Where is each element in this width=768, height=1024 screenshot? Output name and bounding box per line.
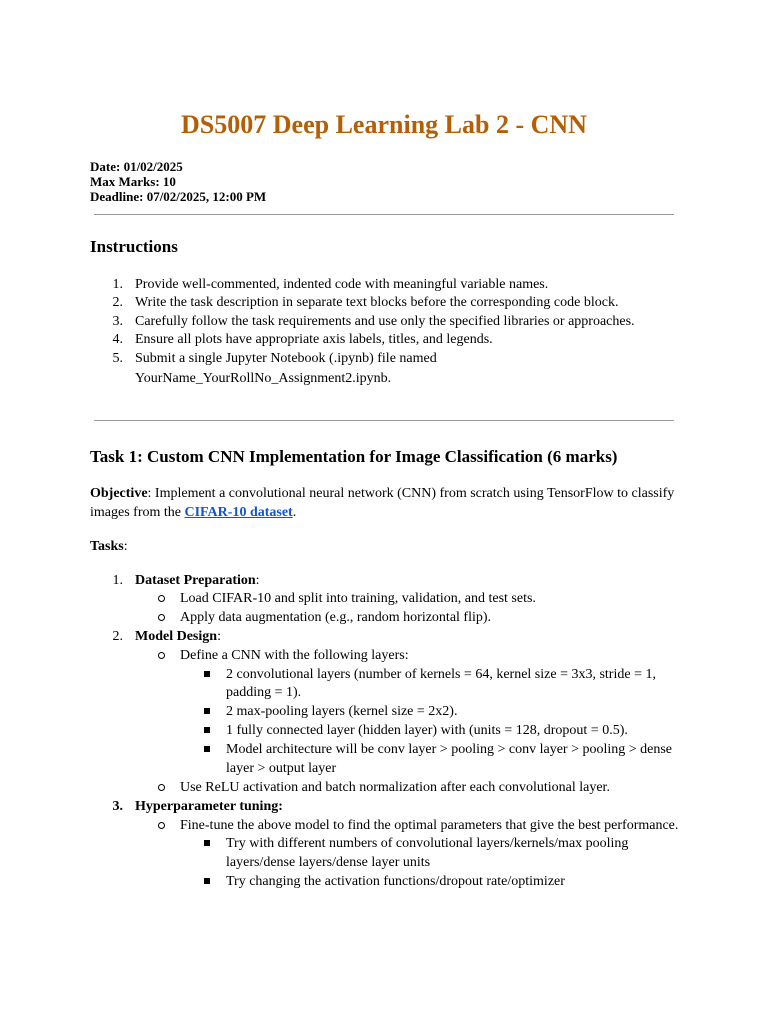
- list-number: 1.: [112, 277, 123, 292]
- model-label: Model Design: [135, 629, 218, 644]
- list-item: Try changing the activation functions/dropout rate/optimizer: [226, 874, 565, 889]
- list-item: Fine-tune the above model to find the optimal parameters that give the best performance.: [180, 818, 679, 833]
- objective-label: Objective: [90, 486, 148, 501]
- circle-bullet-icon: [158, 652, 165, 659]
- cifar10-link[interactable]: CIFAR-10 dataset: [184, 505, 293, 520]
- list-item: Ensure all plots have appropriate axis labels, titles, and legends.: [135, 332, 493, 347]
- hyper-heading: Hyperparameter tuning:: [135, 799, 283, 814]
- list-number: 4.: [112, 332, 123, 347]
- square-bullet-icon: [204, 708, 210, 714]
- list-item-continuation: layers/dense layers/dense layer units: [226, 855, 431, 870]
- list-item: Define a CNN with the following layers:: [180, 648, 409, 663]
- task1-heading: Task 1: Custom CNN Implementation for Image Classification (6 marks): [90, 447, 618, 466]
- circle-bullet-icon: [158, 784, 165, 791]
- list-item: Use ReLU activation and batch normalization after each convolutional layer.: [180, 780, 610, 795]
- horizontal-rule: [94, 420, 674, 421]
- instructions-heading: Instructions: [90, 237, 178, 256]
- tasks-colon: :: [123, 539, 128, 554]
- meta-deadline: Deadline: 07/02/2025, 12:00 PM: [90, 189, 267, 204]
- square-bullet-icon: [204, 671, 210, 677]
- list-item: Carefully follow the task requirements and use only the specified libraries or approaches.: [135, 314, 635, 329]
- meta-date: Date: 01/02/2025: [90, 159, 183, 174]
- list-item: 2 convolutional layers (number of kernels = 64, kernel size = 3x3, stride = 1,: [226, 667, 656, 682]
- list-number: 2.: [112, 629, 123, 644]
- tasks-label-line: [90, 537, 680, 556]
- list-item: Try with different numbers of convolutional layers/kernels/max pooling: [226, 836, 629, 851]
- list-item-continuation: layer > output layer: [226, 761, 337, 776]
- square-bullet-icon: [204, 727, 210, 733]
- model-heading: [135, 627, 221, 646]
- list-item: 1 fully connected layer (hidden layer) with (units = 128, dropout = 0.5).: [226, 723, 628, 738]
- meta-max-marks: Max Marks: 10: [90, 174, 176, 189]
- list-item: 2 max-pooling layers (kernel size = 2x2).: [226, 704, 458, 719]
- list-item-continuation: padding = 1).: [226, 685, 302, 700]
- tasks-label: Tasks: [90, 539, 124, 554]
- list-number: 2.: [112, 295, 123, 310]
- list-number: 3.: [112, 314, 123, 329]
- dataset-label: Dataset Preparation: [135, 573, 256, 588]
- circle-bullet-icon: [158, 614, 165, 621]
- document-title: DS5007 Deep Learning Lab 2 - CNN: [181, 110, 587, 139]
- list-item: Write the task description in separate text blocks before the corresponding code block.: [135, 295, 619, 310]
- square-bullet-icon: [204, 840, 210, 846]
- list-item: Model architecture will be conv layer > pooling > conv layer > pooling > dense: [226, 742, 673, 757]
- list-number: 5.: [112, 351, 123, 366]
- list-item: Load CIFAR-10 and split into training, validation, and test sets.: [180, 591, 536, 606]
- objective-end: .: [292, 505, 297, 520]
- circle-bullet-icon: [158, 822, 165, 829]
- objective-text: : Implement a convolutional neural network (CNN) from scratch using TensorFlow to classify images from the: [90, 486, 675, 520]
- list-item: Provide well-commented, indented code with meaningful variable names.: [135, 277, 549, 292]
- square-bullet-icon: [204, 878, 210, 884]
- circle-bullet-icon: [158, 595, 165, 602]
- square-bullet-icon: [204, 746, 210, 752]
- list-item: Submit a single Jupyter Notebook (.ipynb) file named: [135, 351, 437, 366]
- dataset-colon: :: [255, 573, 260, 588]
- list-number: 1.: [112, 573, 123, 588]
- list-item-continuation: YourName_YourRollNo_Assignment2.ipynb.: [135, 371, 392, 386]
- list-item: Apply data augmentation (e.g., random horizontal flip).: [180, 610, 492, 625]
- list-number: 3.: [112, 799, 123, 814]
- model-colon: :: [217, 629, 221, 644]
- horizontal-rule: [94, 214, 674, 215]
- dataset-heading: [135, 571, 260, 590]
- meta-block: [90, 159, 266, 204]
- objective-paragraph: [90, 484, 680, 522]
